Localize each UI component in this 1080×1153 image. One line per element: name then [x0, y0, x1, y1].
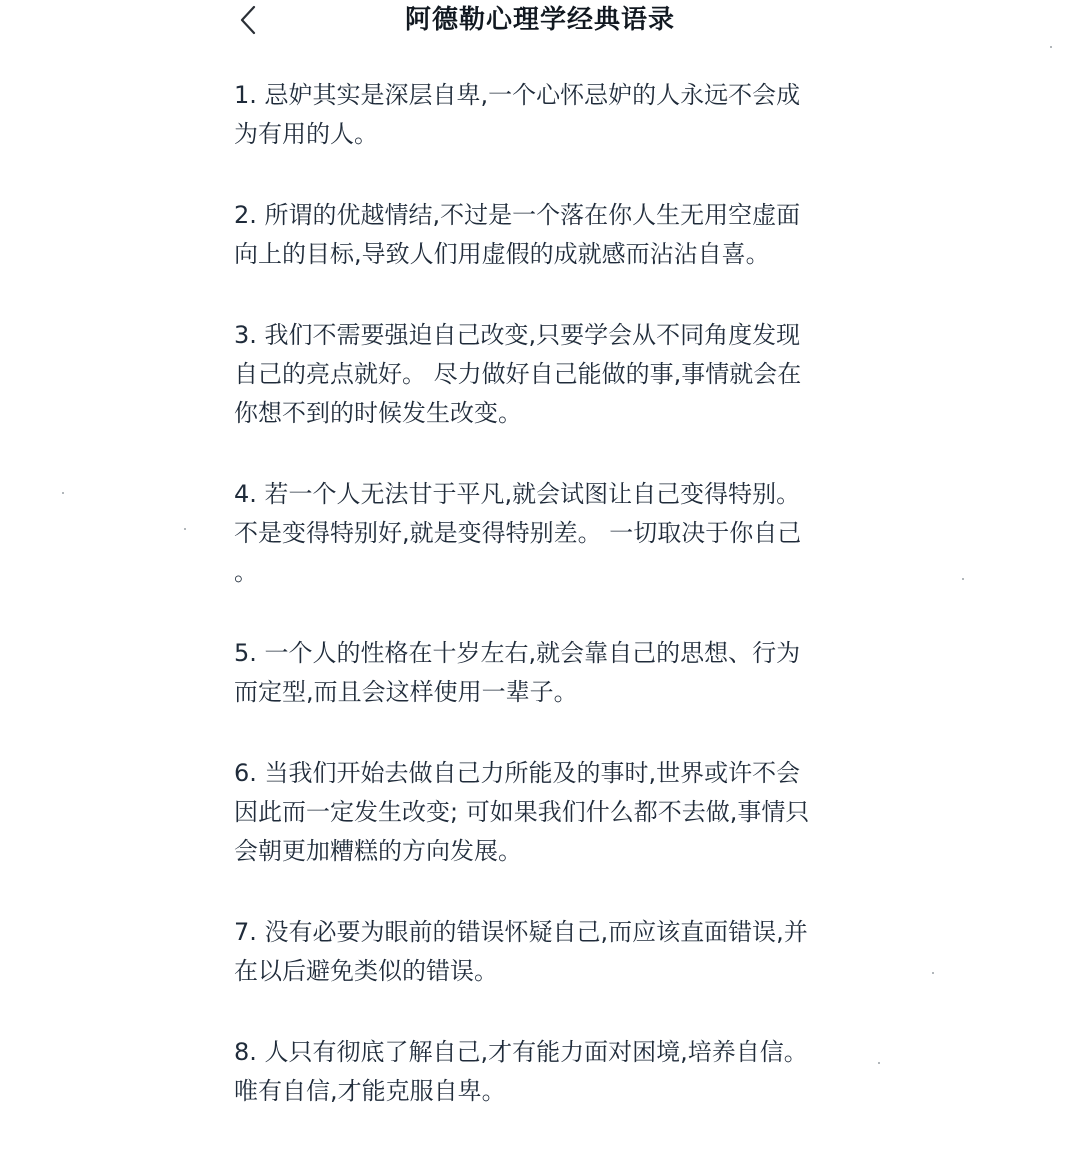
quote-item: 5. 一个人的性格在十岁左右,就会靠自己的思想、行为 而定型,而且会这样使用一辈子。	[234, 639, 801, 706]
scan-speck	[62, 492, 64, 494]
quote-item: 4. 若一个人无法甘于平凡,就会试图让自己变得特别。 不是变得特别好,就是变得特别差。 一切取决于你自己 。	[234, 480, 802, 586]
quote-item: 3. 我们不需要强迫自己改变,只要学会从不同角度发现 自己的亮点就好。 尽力做好自己能做的事,事情就会在 你想不到的时候发生改变。	[234, 321, 802, 427]
quote-item: 1. 忌妒其实是深层自卑,一个心怀忌妒的人永远不会成 为有用的人。	[234, 81, 801, 148]
page-title: 阿德勒心理学经典语录	[404, 5, 675, 35]
quote-item: 6. 当我们开始去做自己力所能及的事时,世界或许不会 因此而一定发生改变; 可如果我们什么都不去做,事情只 会朝更加糟糕的方向发展。	[234, 759, 810, 865]
scan-speck	[1050, 46, 1052, 48]
quote-item: 7. 没有必要为眼前的错误怀疑自己,而应该直面错误,并 在以后避免类似的错误。	[234, 918, 808, 985]
chevron-left-icon	[237, 4, 259, 36]
quote-item: 8. 人只有彻底了解自己,才有能力面对困境,培养自信。 唯有自信,才能克服自卑。	[234, 1038, 808, 1105]
quote-item: 2. 所谓的优越情结,不过是一个落在你人生无用空虚面 向上的目标,导致人们用虚假的成就感而沾沾自喜。	[234, 201, 801, 268]
nav-bar	[0, 0, 1080, 44]
quote-list	[234, 76, 854, 1153]
scan-speck	[962, 578, 964, 580]
back-button[interactable]	[228, 0, 268, 40]
scan-speck	[878, 1062, 880, 1064]
scan-speck	[932, 972, 934, 974]
scan-speck	[184, 528, 186, 530]
